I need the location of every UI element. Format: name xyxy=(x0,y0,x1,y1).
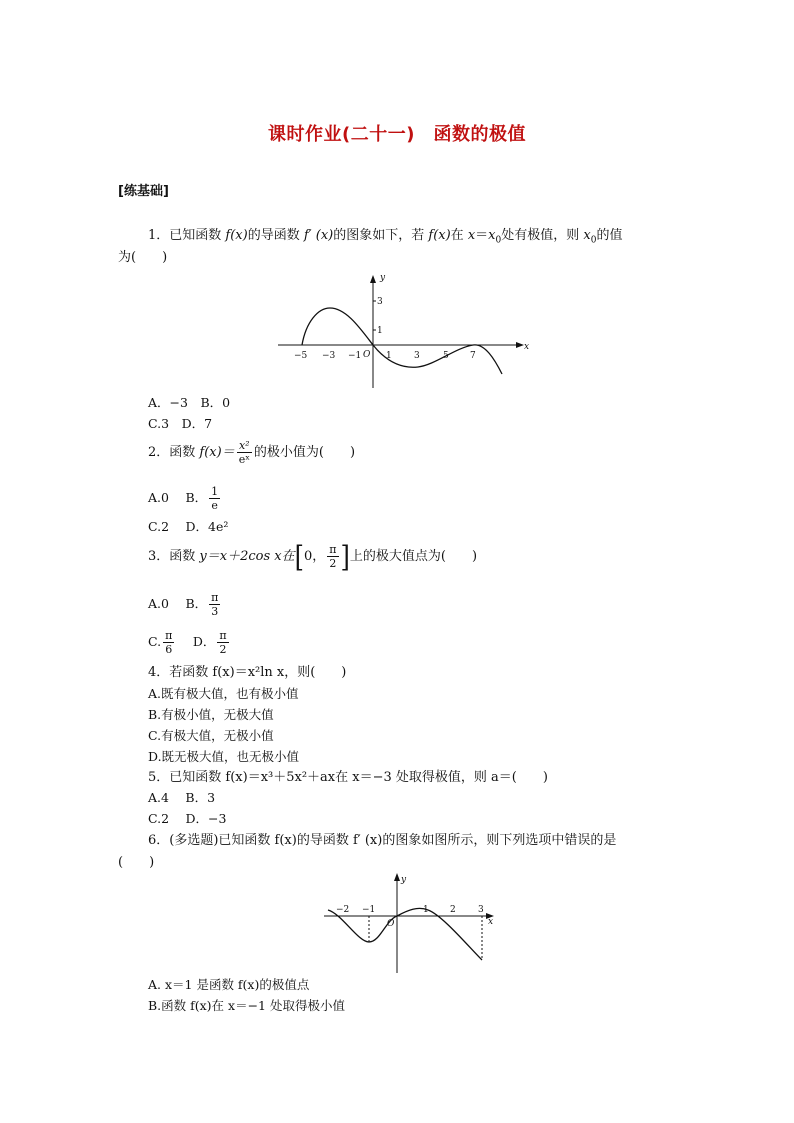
question-2-stem: 2．函数 f(x)＝ $\frac{\text{x²}}{\text{eˣ}}$ 的极小值为( ) xyxy=(148,439,356,466)
q3-option-b[interactable]: B． $\frac{\pi}{3}$ xyxy=(185,591,219,618)
q1-x-tick-label: 7 xyxy=(470,351,476,361)
q6-y-arrow xyxy=(394,873,400,881)
page-title: 课时作业(二十一) 函数的极值 xyxy=(268,124,526,145)
q6-option-a[interactable]: A. x＝1 是函数 f(x)的极值点 xyxy=(148,977,310,992)
q6-x-label: x xyxy=(488,917,494,927)
q2-options-ab xyxy=(148,486,222,511)
q1-curve xyxy=(302,308,502,374)
q6-x-tick-label: 2 xyxy=(450,905,456,915)
q1-y-label: y xyxy=(380,273,386,283)
q2-option-b[interactable]: B． $\frac{1}{e}$ xyxy=(185,485,219,512)
q4-option-c[interactable]: C.有极大值，无极小值 xyxy=(148,728,274,743)
question-6-line-2: ( ) xyxy=(118,855,155,870)
q1-origin-label: O xyxy=(363,350,371,360)
q6-y-label: y xyxy=(401,875,407,885)
q1-x-tick-label: −1 xyxy=(348,351,362,361)
q1-options-cd xyxy=(148,418,212,431)
q1-x-tick-label: 1 xyxy=(386,351,392,361)
q5-options-cd[interactable]: C.2 D．−3 xyxy=(148,811,227,826)
q2-option-d[interactable]: D．4e² xyxy=(185,519,229,534)
q6-origin-label: O xyxy=(387,919,395,929)
section-heading: [练基础] xyxy=(118,184,169,199)
q3-option-a[interactable]: A.0 xyxy=(148,596,169,611)
q1-option-b[interactable]: B．0 xyxy=(200,395,231,410)
question-5-stem: 5．已知函数 f(x)＝x³＋5x²＋ax在 x＝−3 处取得极值，则 a＝( ) xyxy=(148,770,548,785)
q1-x-label: x xyxy=(524,342,530,352)
q1-y-tick-label: 3 xyxy=(377,297,383,307)
q6-x-tick-label: 1 xyxy=(423,905,429,915)
question-4-stem: 4．若函数 f(x)＝x²ln x，则( ) xyxy=(148,665,347,680)
q1-y-tick-label: 1 xyxy=(377,326,383,336)
q4-option-d[interactable]: D.既无极大值，也无极小值 xyxy=(148,749,300,764)
q1-derivative-graph xyxy=(270,270,532,392)
q1-option-c[interactable]: C.3 xyxy=(148,416,170,431)
q6-option-b[interactable]: B.函数 f(x)在 x＝−1 处取得极小值 xyxy=(148,998,345,1013)
q1-x-tick-label: 5 xyxy=(443,351,449,361)
q1-x-tick-label: −5 xyxy=(294,351,308,361)
q3-options-ab xyxy=(148,592,222,617)
q3-options-cd xyxy=(148,630,231,655)
question-3-stem: 3．函数 y＝x＋2cos x在[0， $\frac{\pi}{2}$ ]上的极大值点为( ) xyxy=(148,539,478,574)
q5-options-ab[interactable]: A.4 B．3 xyxy=(148,790,216,805)
q6-x-tick-label: −2 xyxy=(336,905,350,915)
q2-option-a[interactable]: A.0 xyxy=(148,490,169,505)
q1-option-d[interactable]: D．7 xyxy=(181,416,213,431)
q6-derivative-graph xyxy=(320,870,500,976)
q4-option-a[interactable]: A.既有极大值，也有极小值 xyxy=(148,686,299,701)
q6-x-tick-label: 3 xyxy=(478,905,484,915)
q1-x-tick-label: −3 xyxy=(322,351,336,361)
q2-options-cd xyxy=(148,521,228,534)
q3-option-c[interactable]: C. $\frac{\pi}{6}$ xyxy=(148,629,173,656)
q2-option-c[interactable]: C.2 xyxy=(148,519,170,534)
question-6-line-1: 6．(多选题)已知函数 f(x)的导函数 f′ (x)的图象如图所示，则下列选项中错误的是 xyxy=(148,833,617,848)
question-1-line-1: 1．已知函数 f(x)的导函数 f′ (x)的图象如下，若 f(x)在 $x=x_0$处有极值，则 $x_0$的值 xyxy=(148,228,623,246)
q1-option-a[interactable]: A．−3 xyxy=(148,395,188,410)
q2-fraction: $\frac{\text{x²}}{\text{eˣ}}$ xyxy=(238,439,250,466)
q1-x-arrow xyxy=(516,342,524,348)
question-1-line-2: 为( ) xyxy=(118,250,168,265)
q1-y-arrow xyxy=(370,275,376,283)
q1-x-tick-label: 3 xyxy=(414,351,420,361)
q1-options-ab xyxy=(148,397,230,410)
q4-option-b[interactable]: B.有极小值，无极大值 xyxy=(148,707,274,722)
q3-option-d[interactable]: D． $\frac{\pi}{2}$ xyxy=(192,629,227,656)
q6-x-tick-label: −1 xyxy=(362,905,376,915)
